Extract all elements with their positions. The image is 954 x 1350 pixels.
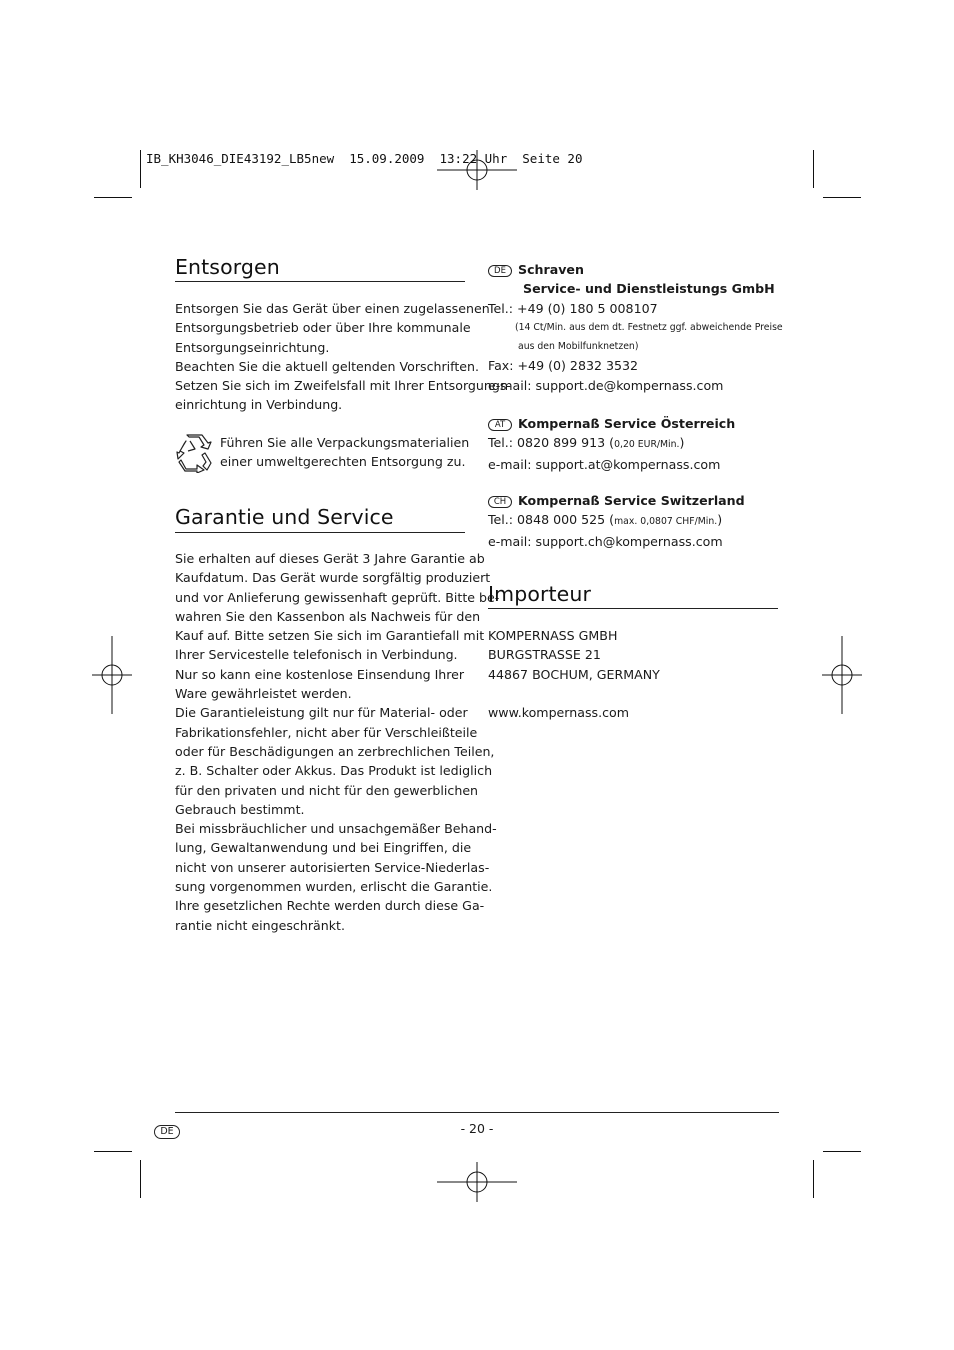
- text-line: wahren Sie den Kassenbon als Nachweis für den: [175, 608, 481, 624]
- text-line: Nur so kann eine kostenlose Einsendung Ihrer: [175, 666, 465, 682]
- service-de-name-2: Service- und Dienstleistungs GmbH: [523, 281, 775, 297]
- recycle-icon: [175, 433, 215, 473]
- text-line: z. B. Schalter oder Akkus. Das Produkt ist lediglich: [175, 763, 493, 779]
- text-line: sung vorgenommen wurden, erlischt die Garantie.: [175, 879, 493, 895]
- text-line: Ihrer Servicestelle telefonisch in Verbindung.: [175, 647, 458, 663]
- text-line: nicht von unserer autorisierten Service-Niederlas-: [175, 859, 490, 875]
- text-line: oder für Beschädigungen an zerbrechlichen Teilen,: [175, 743, 495, 759]
- service-at-tel-close: ): [679, 435, 685, 451]
- service-at: [488, 414, 735, 474]
- service-at-tel: Tel.: 0820 899 913 (: [488, 435, 615, 451]
- text-line: Entsorgen Sie das Gerät über einen zugelassenen: [175, 301, 490, 316]
- print-slug: IB_KH3046_DIE43192_LB5new 15.09.2009 13:22 Uhr Seite 20: [146, 151, 583, 166]
- entsorgen-text: [175, 299, 511, 415]
- text-line: Kaufdatum. Das Gerät wurde sorgfältig produziert: [175, 570, 491, 586]
- service-de-tel-note: (14 Ct/Min. aus dem dt. Festnetz ggf. abweichende Preise: [515, 321, 783, 333]
- text-line: Setzen Sie sich im Zweifelsfall mit Ihrer Entsorgungs-: [175, 378, 511, 394]
- text-line: Beachten Sie die aktuell geltenden Vorschriften.: [175, 358, 480, 374]
- text-line: einrichtung in Verbindung.: [175, 397, 343, 413]
- text-line: Gebrauch bestimmt.: [175, 801, 305, 817]
- footer-country-badge: DE: [154, 1125, 180, 1139]
- service-at-name: Kompernaß Service Österreich: [518, 416, 736, 431]
- text-line: Die Garantieleistung gilt nur für Material- oder: [175, 705, 468, 721]
- service-de-tel: Tel.: +49 (0) 180 5 008107: [488, 300, 658, 316]
- text-line: und vor Anlieferung gewissenhaft geprüft. Bitte be-: [175, 589, 500, 605]
- text-line: Bei missbräuchlicher und unsachgemäßer Behand-: [175, 821, 497, 837]
- address-line: BURGSTRASSE 21: [488, 647, 601, 663]
- text-line: Sie erhalten auf dieses Gerät 3 Jahre Garantie ab: [175, 551, 485, 566]
- page-number: - 20 -: [460, 1121, 494, 1136]
- registration-mark-top: [437, 150, 517, 190]
- text-line: Ihre gesetzlichen Rechte werden durch diese Ga-: [175, 898, 485, 914]
- service-de-email[interactable]: e-mail: support.de@kompernass.com: [488, 377, 724, 393]
- text-line: Entsorgungsbetrieb oder über Ihre kommunale: [175, 320, 471, 336]
- importeur-address: [488, 626, 660, 722]
- service-ch-tel-close: ): [717, 512, 723, 528]
- text-line: rantie nicht eingeschränkt.: [175, 917, 345, 933]
- entsorgen-rule: [175, 281, 465, 282]
- country-badge-de: DE: [488, 265, 512, 277]
- text-line: für den privaten und nicht für den gewerblichen: [175, 782, 479, 798]
- entsorgen-heading: Entsorgen: [175, 255, 280, 279]
- recycle-text: [220, 433, 469, 472]
- service-at-rate: 0,20 EUR/Min.: [614, 439, 680, 451]
- text-line: Fabrikationsfehler, nicht aber für Verschleißteile: [175, 724, 478, 740]
- garantie-text: [175, 549, 499, 935]
- importeur-rule: [488, 608, 778, 609]
- registration-mark-right: [822, 636, 862, 714]
- footer-rule: [175, 1112, 779, 1113]
- service-de-tel-note-2: aus den Mobilfunknetzen): [518, 341, 639, 353]
- service-de-fax: Fax: +49 (0) 2832 3532: [488, 358, 639, 374]
- garantie-heading: Garantie und Service: [175, 505, 394, 529]
- service-ch: [488, 491, 745, 551]
- service-de: [488, 260, 783, 395]
- service-de-name: Schraven: [518, 262, 584, 277]
- service-ch-rate: max. 0,0807 CHF/Min.: [614, 516, 718, 528]
- service-ch-tel: Tel.: 0848 000 525 (: [488, 512, 615, 528]
- country-badge-ch: CH: [488, 496, 512, 508]
- text-line: Führen Sie alle Verpackungsmaterialien: [220, 435, 470, 450]
- importeur-website[interactable]: www.kompernass.com: [488, 705, 629, 721]
- text-line: einer umweltgerechten Entsorgung zu.: [220, 454, 466, 470]
- service-ch-name: Kompernaß Service Switzerland: [518, 493, 745, 508]
- text-line: Kauf auf. Bitte setzen Sie sich im Garantiefall mit: [175, 628, 485, 644]
- service-ch-email[interactable]: e-mail: support.ch@kompernass.com: [488, 533, 723, 549]
- address-line: KOMPERNASS GMBH: [488, 628, 618, 643]
- importeur-heading: Importeur: [488, 582, 591, 606]
- footer-badge-wrap: [154, 1120, 186, 1139]
- text-line: Ware gewährleistet werden.: [175, 686, 352, 702]
- address-line: 44867 BOCHUM, GERMANY: [488, 666, 660, 682]
- country-badge-at: AT: [488, 419, 512, 431]
- text-line: Entsorgungseinrichtung.: [175, 339, 330, 355]
- garantie-rule: [175, 532, 465, 533]
- registration-mark-left: [92, 636, 132, 714]
- text-line: lung, Gewaltanwendung und bei Eingriffen, die: [175, 840, 472, 856]
- registration-mark-bottom: [437, 1162, 517, 1202]
- service-at-email[interactable]: e-mail: support.at@kompernass.com: [488, 456, 721, 472]
